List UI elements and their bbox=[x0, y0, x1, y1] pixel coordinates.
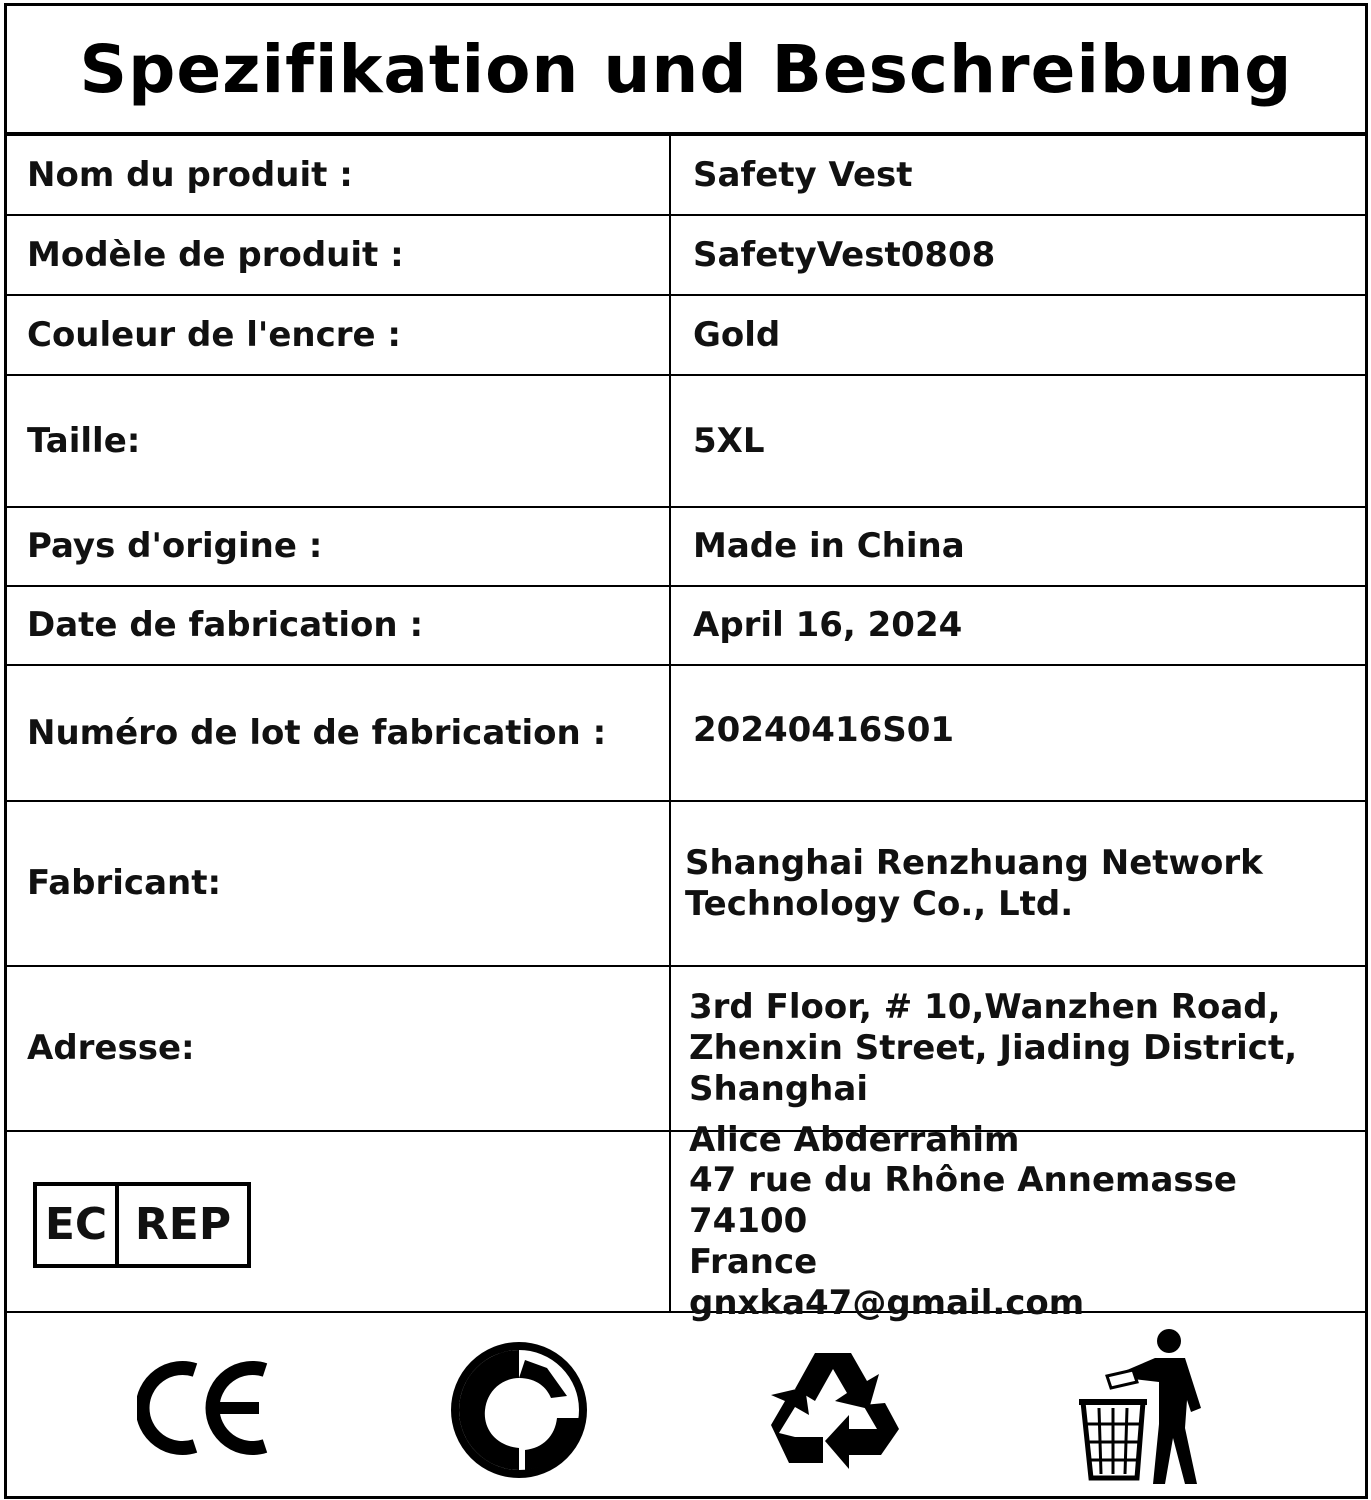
row-label: Nom du produit : bbox=[27, 154, 353, 195]
row-label: Fabricant: bbox=[27, 863, 222, 904]
row-label: Modèle de produit : bbox=[27, 234, 404, 275]
address-lines bbox=[689, 987, 1297, 1109]
green-dot-icon bbox=[447, 1338, 592, 1483]
spec-row-manufacture-date bbox=[7, 587, 1365, 666]
ec-rep-lines bbox=[689, 1120, 1365, 1324]
row-label: Date de fabrication : bbox=[27, 605, 424, 646]
spec-row-batch-number bbox=[7, 666, 1365, 802]
tidyman-icon bbox=[1077, 1328, 1212, 1488]
page-title: Spezifikation und Beschreibung bbox=[7, 6, 1365, 136]
ec-rep-line: gnxka47@gmail.com bbox=[689, 1282, 1085, 1323]
ec-rep-rep: REP bbox=[134, 1198, 232, 1250]
recycle-icon bbox=[765, 1343, 900, 1473]
ec-rep-line: France bbox=[689, 1241, 818, 1282]
spec-row-ink-color bbox=[7, 296, 1365, 376]
row-value: 20240416S01 bbox=[669, 666, 1365, 800]
spec-row-country-of-origin bbox=[7, 508, 1365, 587]
address-line: Shanghai bbox=[689, 1068, 868, 1109]
row-value: Made in China bbox=[669, 508, 1365, 585]
row-value: Safety Vest bbox=[669, 136, 1365, 214]
address-line: Zhenxin Street, Jiading District, bbox=[689, 1028, 1298, 1069]
compliance-icons bbox=[7, 1313, 1365, 1496]
spec-row-ec-rep bbox=[7, 1119, 1365, 1323]
ce-mark-icon bbox=[137, 1358, 277, 1458]
row-label: Pays d'origine : bbox=[27, 526, 323, 567]
row-label: Couleur de l'encre : bbox=[27, 314, 402, 355]
row-value bbox=[669, 967, 1365, 1130]
manufacturer-line: Technology Co., Ltd. bbox=[685, 883, 1074, 924]
spec-row-product-model bbox=[7, 216, 1365, 296]
row-value bbox=[669, 802, 1365, 965]
manufacturer-line: Shanghai Renzhuang Network bbox=[685, 842, 1263, 883]
ec-rep-cell bbox=[7, 1132, 669, 1311]
spec-row-manufacturer bbox=[7, 802, 1365, 967]
row-value: 5XL bbox=[669, 376, 1365, 506]
row-label: Adresse: bbox=[27, 1028, 195, 1069]
spec-label bbox=[4, 3, 1368, 1499]
ec-rep-ec: EC bbox=[37, 1186, 119, 1264]
row-value: Gold bbox=[669, 296, 1365, 374]
row-label: Numéro de lot de fabrication : bbox=[27, 712, 607, 753]
spec-row-product-name bbox=[7, 136, 1365, 216]
ec-rep-line: Alice Abderrahim bbox=[689, 1119, 1020, 1160]
spec-row-size bbox=[7, 376, 1365, 508]
row-value: SafetyVest0808 bbox=[669, 216, 1365, 294]
ec-rep-contact bbox=[669, 1119, 1365, 1323]
address-line: 3rd Floor, # 10,Wanzhen Road, bbox=[689, 987, 1281, 1028]
spec-row-address bbox=[7, 967, 1365, 1132]
row-label: Taille: bbox=[27, 420, 141, 461]
ec-rep-line: 47 rue du Rhône Annemasse 74100 bbox=[689, 1160, 1237, 1242]
ec-rep-symbol bbox=[33, 1182, 251, 1268]
manufacturer-lines bbox=[685, 843, 1263, 925]
row-value: April 16, 2024 bbox=[669, 587, 1365, 664]
